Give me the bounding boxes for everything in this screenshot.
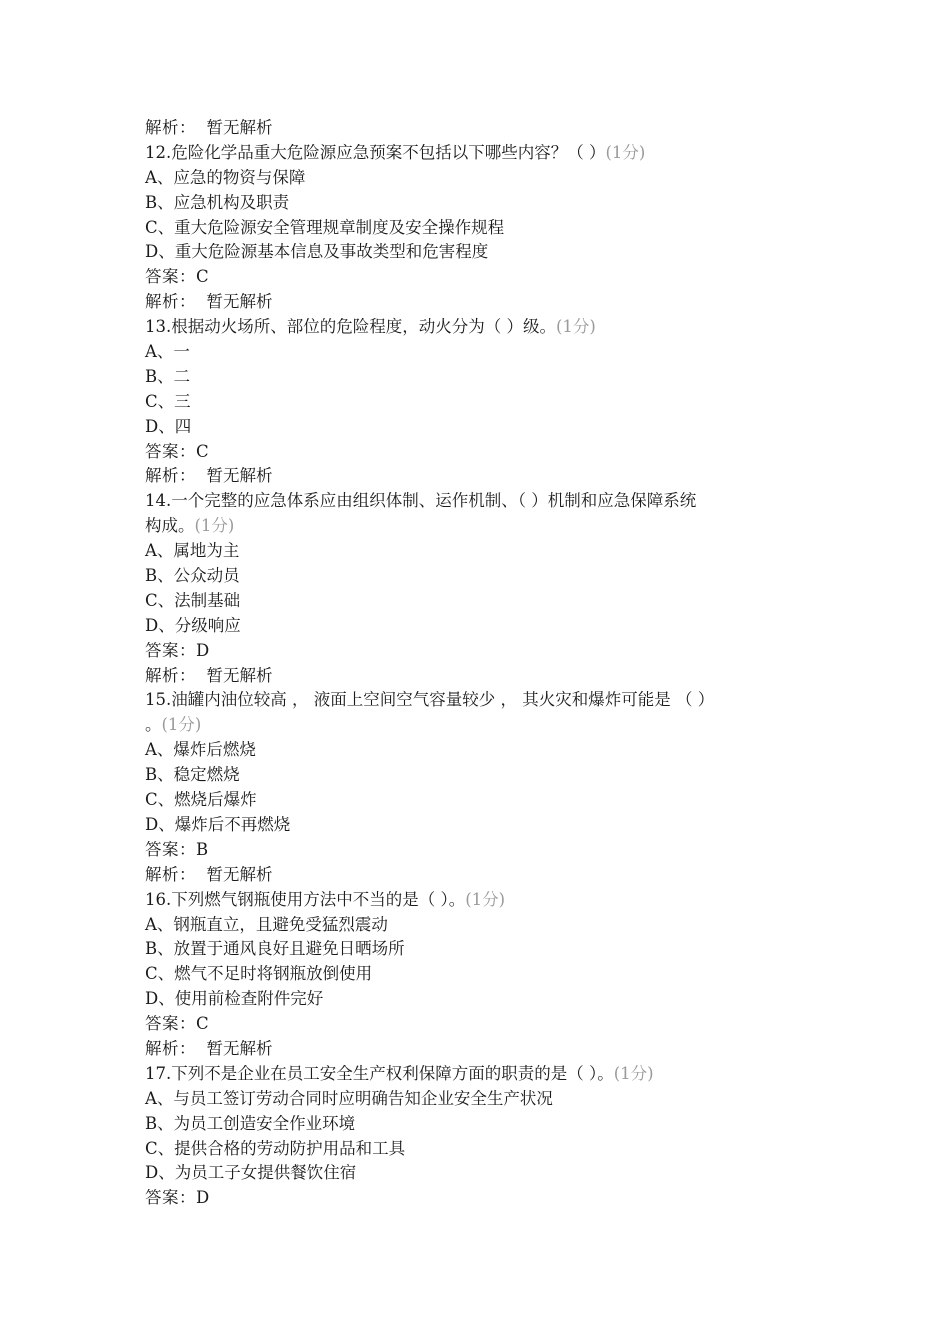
answer-value: B — [196, 839, 209, 859]
option-line: A、应急的物资与保障 — [145, 167, 306, 187]
option-line: D、重大危险源基本信息及事故类型和危害程度 — [145, 242, 489, 262]
question-text: 17.下列不是企业在员工安全生产权利保障方面的职责的是（ ）。 — [145, 1063, 614, 1083]
answer-value: C — [196, 267, 209, 287]
answer-line — [145, 265, 815, 290]
answer-line — [145, 440, 815, 465]
option-line: C、燃烧后爆炸 — [145, 790, 257, 810]
analysis-line — [145, 863, 815, 888]
analysis-label: 解析： — [145, 665, 196, 685]
question-text: 14.一个完整的应急体系应由组织体制、运作机制、（ ）机制和应急保障系统 — [145, 491, 697, 511]
score-badge: (1分) — [194, 516, 235, 536]
option-line: A、爆炸后燃烧 — [145, 740, 256, 760]
answer-label: 答案： — [145, 1014, 196, 1034]
answer-label: 答案： — [145, 640, 196, 660]
answer-line — [145, 1012, 815, 1037]
option-line: C、法制基础 — [145, 590, 241, 610]
analysis-line — [145, 664, 815, 689]
analysis-label: 解析： — [145, 864, 196, 884]
answer-value: C — [196, 1014, 209, 1034]
option-line: C、重大危险源安全管理规章制度及安全操作规程 — [145, 217, 505, 237]
analysis-value: 暂无解析 — [206, 864, 273, 884]
option-line: A、一 — [145, 342, 190, 362]
question-line — [145, 888, 815, 913]
option-line: B、放置于通风良好且避免日晒场所 — [145, 939, 405, 959]
answer-label: 答案： — [145, 441, 196, 461]
score-badge: (1分) — [161, 715, 202, 735]
analysis-label: 解析： — [145, 466, 196, 486]
option-line: B、应急机构及职责 — [145, 192, 290, 212]
question-text: 15.油罐内油位较高 ， 液面上空间空气容量较少 ， 其火灾和爆炸可能是 （ ） — [145, 690, 715, 710]
score-badge: (1分) — [605, 142, 646, 162]
option-line: D、为员工子女提供餐饮住宿 — [145, 1163, 357, 1183]
option-line: B、公众动员 — [145, 566, 240, 586]
score-badge: (1分) — [465, 889, 506, 909]
option-line: D、四 — [145, 416, 192, 436]
question-text: 。 — [145, 715, 162, 735]
answer-label: 答案： — [145, 1188, 196, 1208]
question-text: 13.根据动火场所、部位的危险程度，动火分为（ ）级。 — [145, 317, 556, 337]
option-line: A、与员工签订劳动合同时应明确告知企业安全生产状况 — [145, 1088, 553, 1108]
answer-line — [145, 639, 815, 664]
option-line: D、分级响应 — [145, 615, 241, 635]
option-line: D、爆炸后不再燃烧 — [145, 814, 291, 834]
question-text: 16.下列燃气钢瓶使用方法中不当的是（ ）。 — [145, 889, 466, 909]
analysis-line — [145, 464, 815, 489]
answer-line — [145, 1186, 815, 1211]
score-badge: (1分) — [613, 1063, 654, 1083]
question-line — [145, 1062, 815, 1087]
analysis-value: 暂无解析 — [206, 118, 273, 137]
analysis-line — [145, 290, 815, 315]
option-line: C、燃气不足时将钢瓶放倒使用 — [145, 964, 373, 984]
analysis-label: 解析： — [145, 1038, 196, 1058]
question-text: 12.危险化学品重大危险源应急预案不包括以下哪些内容？（ ） — [145, 142, 606, 162]
option-line: D、使用前检查附件完好 — [145, 989, 324, 1009]
score-badge: (1分) — [556, 317, 596, 337]
option-line: C、提供合格的劳动防护用品和工具 — [145, 1138, 406, 1158]
answer-line — [145, 838, 815, 863]
question-continuation-line — [145, 713, 815, 738]
analysis-line — [145, 116, 815, 141]
question-line — [145, 315, 815, 340]
question-line — [145, 489, 815, 514]
question-line — [145, 141, 815, 166]
analysis-label: 解析： — [145, 292, 196, 312]
option-line: B、二 — [145, 366, 191, 386]
analysis-value: 暂无解析 — [206, 665, 273, 685]
analysis-line — [145, 1037, 815, 1062]
answer-value: C — [196, 441, 209, 461]
question-text: 构成。 — [145, 516, 195, 536]
question-continuation-line — [145, 514, 815, 539]
option-line: B、为员工创造安全作业环境 — [145, 1113, 356, 1133]
question-line — [145, 688, 815, 713]
answer-value: D — [196, 640, 210, 660]
answer-label: 答案： — [145, 839, 196, 859]
document-body — [145, 116, 815, 1211]
analysis-label: 解析： — [145, 118, 196, 137]
answer-value: D — [196, 1188, 210, 1208]
analysis-value: 暂无解析 — [206, 1038, 273, 1058]
analysis-value: 暂无解析 — [206, 292, 273, 312]
option-line: A、钢瓶直立，且避免受猛烈震动 — [145, 914, 388, 934]
answer-label: 答案： — [145, 267, 196, 287]
option-line: C、三 — [145, 391, 191, 411]
analysis-value: 暂无解析 — [206, 466, 273, 486]
option-line: B、稳定燃烧 — [145, 765, 240, 785]
option-line: A、属地为主 — [145, 541, 240, 561]
